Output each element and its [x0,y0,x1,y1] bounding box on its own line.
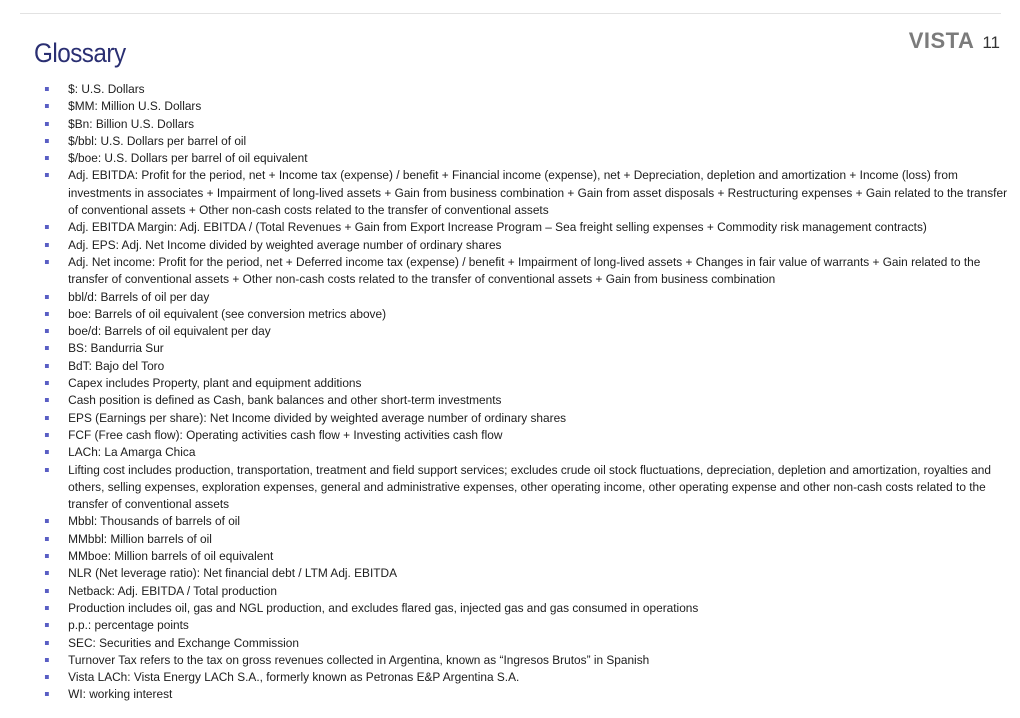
glossary-item-text: BS: Bandurria Sur [68,341,164,356]
square-bullet-icon [45,346,49,350]
square-bullet-icon [45,87,49,91]
brand-header [909,28,1000,54]
glossary-item [44,133,1009,150]
glossary-item [44,410,1009,427]
square-bullet-icon [45,658,49,662]
glossary-item [44,669,1009,686]
glossary-item [44,617,1009,634]
glossary-item-text: FCF (Free cash flow): Operating activities cash flow + Investing activities cash flow [68,427,503,442]
square-bullet-icon [45,243,49,247]
square-bullet-icon [45,571,49,575]
square-bullet-icon [45,589,49,593]
glossary-item [44,565,1009,582]
glossary-item [44,392,1009,409]
square-bullet-icon [45,537,49,541]
square-bullet-icon [45,623,49,627]
glossary-item [44,167,1009,219]
glossary-item [44,289,1009,306]
glossary-item [44,254,1009,289]
glossary-item-text: WI: working interest [68,687,173,702]
square-bullet-icon [45,364,49,368]
glossary-item-text: $MM: Million U.S. Dollars [68,99,202,114]
glossary-item [44,600,1009,617]
square-bullet-icon [45,295,49,299]
glossary-item-text: Capex includes Property, plant and equipment additions [68,376,362,391]
glossary-item-text: Cash position is defined as Cash, bank balances and other short-term investments [68,393,502,408]
glossary-item [44,686,1009,703]
glossary-item-text: Netback: Adj. EBITDA / Total production [68,583,278,598]
glossary-item [44,427,1009,444]
square-bullet-icon [45,225,49,229]
glossary-item [44,444,1009,461]
glossary-item-text: SEC: Securities and Exchange Commission [68,635,299,650]
glossary-item-text: Adj. Net income: Profit for the period, net + Deferred income tax (expense) / benefit + Impairment of long-lived assets + Changes in fair value of warrants + Gain related to the transfer of conventional assets + Other non-cash costs related to the transfer of conventional assets + Gain from business combination [68,254,981,287]
square-bullet-icon [45,641,49,645]
glossary-item-text: Vista LACh: Vista Energy LACh S.A., formerly known as Petronas E&P Argentina S.A. [68,670,520,685]
square-bullet-icon [45,692,49,696]
square-bullet-icon [45,312,49,316]
glossary-item-text: Adj. EBITDA: Profit for the period, net + Income tax (expense) / benefit + Financial income (expense), net + Depreciation, depletion and amortization + Income (loss) from investments in associates + Impairment of long-lived assets + Gain from business combination + Gain from asset disposals + Restructuring expenses + Gain related to the transfer of conventional assets + Other non-cash costs related to the transfer of conventional assets [68,168,1008,218]
vista-logo: VISTA [908,28,975,53]
square-bullet-icon [45,122,49,126]
square-bullet-icon [45,450,49,454]
square-bullet-icon [45,156,49,160]
glossary-item-text: $/boe: U.S. Dollars per barrel of oil equivalent [68,151,308,166]
glossary-item-text: boe/d: Barrels of oil equivalent per day [68,324,271,339]
glossary-item [44,81,1009,98]
glossary-item-text: MMboe: Million barrels of oil equivalent [68,549,274,564]
page-title: Glossary [34,38,126,68]
glossary-item [44,237,1009,254]
glossary-item [44,462,1009,514]
glossary-item [44,652,1009,669]
glossary-item-text: bbl/d: Barrels of oil per day [68,289,210,304]
glossary-item-text: Mbbl: Thousands of barrels of oil [68,514,241,529]
glossary-item-text: $Bn: Billion U.S. Dollars [68,116,195,131]
glossary-item [44,98,1009,115]
glossary-item-text: p.p.: percentage points [68,618,189,633]
square-bullet-icon [45,329,49,333]
square-bullet-icon [45,519,49,523]
glossary-item-text: boe: Barrels of oil equivalent (see conversion metrics above) [68,306,387,321]
square-bullet-icon [45,416,49,420]
square-bullet-icon [45,398,49,402]
glossary-item-text: LACh: La Amarga Chica [68,445,196,460]
glossary-list [44,81,1008,704]
square-bullet-icon [45,173,49,177]
glossary-item-text: Production includes oil, gas and NGL production, and excludes flared gas, injected gas and gas consumed in operations [68,600,699,615]
glossary-item [44,306,1009,323]
square-bullet-icon [45,260,49,264]
glossary-item [44,340,1009,357]
glossary-item-text: Adj. EBITDA Margin: Adj. EBITDA / (Total Revenues + Gain from Export Increase Program – Sea freight selling expenses + Commodity risk management contracts) [68,220,927,235]
glossary-item-text: MMbbl: Million barrels of oil [68,531,212,546]
glossary-item [44,635,1009,652]
glossary-item [44,150,1009,167]
glossary-item-text: Turnover Tax refers to the tax on gross revenues collected in Argentina, known as “Ingresos Brutos” in Spanish [68,652,650,667]
square-bullet-icon [45,139,49,143]
square-bullet-icon [45,468,49,472]
glossary-item [44,323,1009,340]
glossary-item [44,116,1009,133]
glossary-item [44,583,1009,600]
glossary-item [44,531,1009,548]
glossary-item [44,513,1009,530]
glossary-item [44,358,1009,375]
top-divider [20,13,1001,14]
glossary-item-text: $: U.S. Dollars [68,82,145,96]
glossary-item [44,548,1009,565]
square-bullet-icon [45,606,49,610]
glossary-item [44,219,1009,236]
square-bullet-icon [45,675,49,679]
glossary-item-text: BdT: Bajo del Toro [68,358,165,373]
glossary-item [44,375,1009,392]
glossary-item-text: NLR (Net leverage ratio): Net financial debt / LTM Adj. EBITDA [68,566,398,581]
glossary-item-text: Adj. EPS: Adj. Net Income divided by weighted average number of ordinary shares [68,237,502,252]
square-bullet-icon [45,554,49,558]
square-bullet-icon [45,104,49,108]
glossary-item-text: Lifting cost includes production, transportation, treatment and field support services; excludes crude oil stock fluctuations, depreciation, depletion and amortization, royalties and others, selling expenses, exploration expenses, general and administrative expenses, other operating income, other operating expense and other non-cash costs related to the transfer of conventional assets [68,462,991,512]
square-bullet-icon [45,381,49,385]
page-number: 11 [982,33,1000,52]
square-bullet-icon [45,433,49,437]
glossary-item-text: $/bbl: U.S. Dollars per barrel of oil [68,133,247,148]
glossary-item-text: EPS (Earnings per share): Net Income divided by weighted average number of ordinary shares [68,410,567,425]
